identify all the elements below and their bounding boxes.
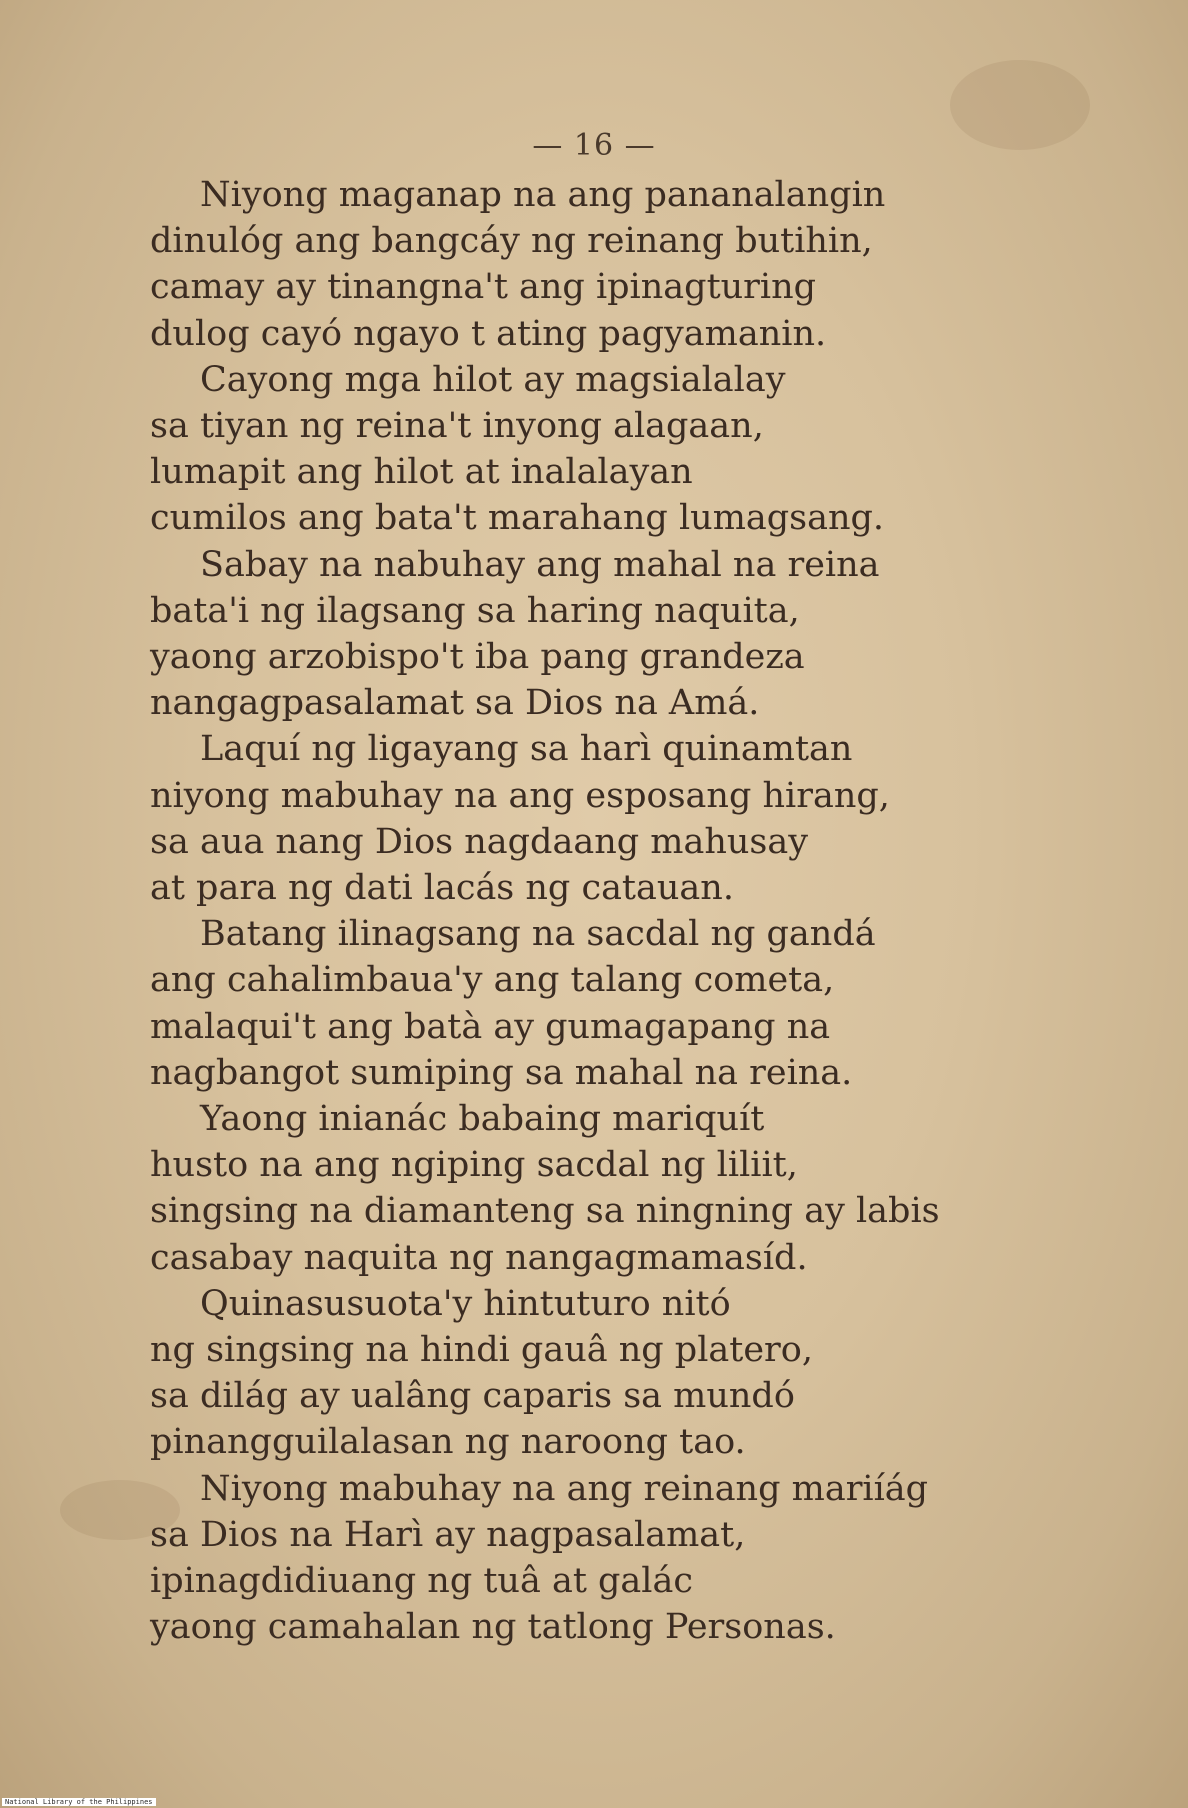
poem-line: husto na ang ngiping sacdal ng liliit, — [150, 1145, 798, 1186]
stanza — [150, 1096, 1070, 1281]
poem-text — [150, 172, 1070, 1651]
poem-line: cumilos ang bata't marahang lumagsang. — [150, 498, 885, 539]
stanza — [150, 726, 1070, 911]
poem-line: at para ng dati lacás ng catauan. — [150, 868, 734, 909]
stanza — [150, 172, 1070, 357]
poem-line: sa dilág ay ualâng caparis sa mundó — [150, 1376, 795, 1417]
stanza — [150, 1466, 1070, 1651]
poem-line: Yaong inianác babaing mariquít — [200, 1099, 765, 1140]
poem-line: sa aua nang Dios nagdaang mahusay — [150, 821, 809, 862]
poem-line: niyong mabuhay na ang esposang hirang, — [150, 775, 890, 816]
page-number: — 16 — — [532, 128, 656, 163]
poem-line: ang cahalimbaua'y ang talang cometa, — [150, 960, 835, 1001]
poem-line: nagbangot sumiping sa mahal na reina. — [150, 1052, 853, 1093]
poem-line: lumapit ang hilot at inalalayan — [150, 452, 693, 493]
poem-line: Niyong maganap na ang pananalangin — [200, 175, 886, 215]
poem-line: yaong arzobispo't iba pang grandeza — [150, 637, 805, 678]
poem-line: dulog cayó ngayo t ating pagyamanin. — [150, 313, 827, 354]
library-credit: National Library of the Philippines — [2, 1798, 156, 1806]
poem-line: ipinagdidiuang ng tuâ at galác — [150, 1561, 693, 1602]
poem-line: camay ay tinangna't ang ipinagturing — [150, 267, 817, 308]
stanza — [150, 1281, 1070, 1466]
poem-line: sa tiyan ng reina't inyong alagaan, — [150, 406, 764, 447]
poem-line: Cayong mga hilot ay magsialalay — [200, 359, 786, 400]
poem-line: Sabay na nabuhay ang mahal na reina — [200, 544, 880, 585]
poem-line: pinangguilalasan ng naroong tao. — [150, 1422, 746, 1463]
stanza — [150, 357, 1070, 542]
poem-line: Batang ilinagsang na sacdal ng gandá — [200, 914, 876, 955]
poem-line: casabay naquita ng nangagmamasíd. — [150, 1237, 808, 1278]
poem-line: dinulóg ang bangcáy ng reinang butihin, — [150, 221, 873, 262]
poem-line: Quinasusuota'y hintuturo nitó — [200, 1283, 731, 1324]
poem-line: ng singsing na hindi gauâ ng platero, — [150, 1330, 813, 1371]
poem-line: bata'i ng ilagsang sa haring naquita, — [150, 590, 800, 631]
poem-line: Niyong mabuhay na ang reinang mariíág — [200, 1468, 929, 1509]
poem-line: nangagpasalamat sa Dios na Amá. — [150, 683, 760, 724]
poem-line: Laquí ng ligayang sa harì quinamtan — [200, 729, 853, 770]
poem-line: malaqui't ang batà ay gumagapang na — [150, 1006, 831, 1047]
poem-line: yaong camahalan ng tatlong Personas. — [150, 1607, 836, 1648]
stanza — [150, 911, 1070, 1096]
stanza — [150, 542, 1070, 727]
poem-line: singsing na diamanteng sa ningning ay labis — [150, 1191, 940, 1232]
poem-line: sa Dios na Harì ay nagpasalamat, — [150, 1514, 746, 1555]
